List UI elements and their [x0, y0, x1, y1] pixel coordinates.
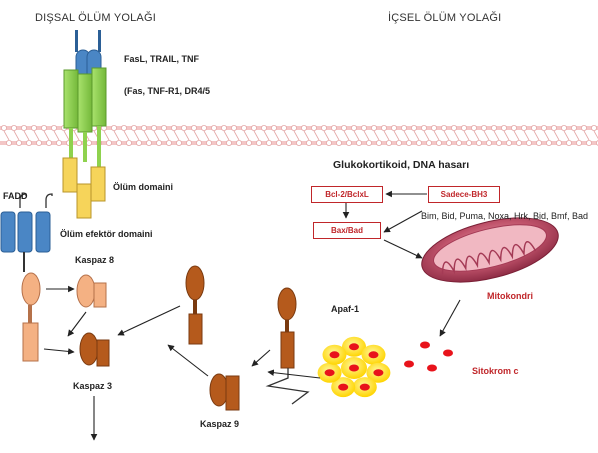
caspase-3-label: Kaspaz 3 — [73, 381, 113, 391]
apaf1-label: Apaf-1 — [331, 304, 360, 314]
bound-cytochrome-c — [360, 384, 370, 391]
fadd-proteins — [1, 191, 52, 272]
bh3-only-box: Sadece-BH3 — [428, 186, 500, 203]
cytochrome-c-label: Sitokrom c — [472, 366, 519, 376]
ligands-label: FasL, TRAIL, TNF — [124, 54, 199, 64]
death-domain-label: Ölüm domaini — [113, 182, 174, 192]
bcl2-box: Bcl-2/BclxL — [311, 186, 383, 203]
apaf1-procaspase — [268, 288, 308, 404]
bh3-proteins-list: Bim, Bid, Puma, Noxa, Hrk, Bid, Bmf, Bad — [421, 211, 589, 221]
caspase-9-label: Kaspaz 9 — [200, 419, 240, 429]
glucocorticoid-label: Glukokortikoid, DNA hasarı — [333, 159, 470, 171]
caspase-8-label: Kaspaz 8 — [75, 255, 115, 265]
caspase-8 — [77, 275, 106, 307]
receptors-label: (Fas, TNF-R1, DR4/5 — [124, 86, 211, 96]
death-effector-domain-label: Ölüm efektör domaini — [60, 229, 153, 239]
bound-cytochrome-c — [373, 369, 383, 376]
extrinsic-pathway-title: DIŞSAL ÖLÜM YOLAĞI — [35, 12, 156, 24]
caspase-9 — [210, 374, 239, 410]
death-receptor-complex — [63, 30, 106, 218]
bound-cytochrome-c — [325, 369, 335, 376]
apoptosome — [318, 337, 391, 397]
caspase-3 — [80, 333, 109, 366]
bax-box: Bax/Bad — [313, 222, 381, 239]
bound-cytochrome-c — [369, 351, 379, 358]
mitochondria-label: Mitokondri — [487, 291, 533, 301]
procaspase-9 — [186, 266, 204, 344]
fadd-label: FADD — [3, 191, 28, 201]
bound-cytochrome-c — [330, 351, 340, 358]
intrinsic-pathway-title: İÇSEL ÖLÜM YOLAĞI — [388, 12, 502, 24]
bound-cytochrome-c — [349, 343, 359, 350]
procaspase-8 — [22, 273, 40, 361]
cytochrome-c-molecules — [404, 342, 453, 372]
bound-cytochrome-c — [338, 384, 348, 391]
